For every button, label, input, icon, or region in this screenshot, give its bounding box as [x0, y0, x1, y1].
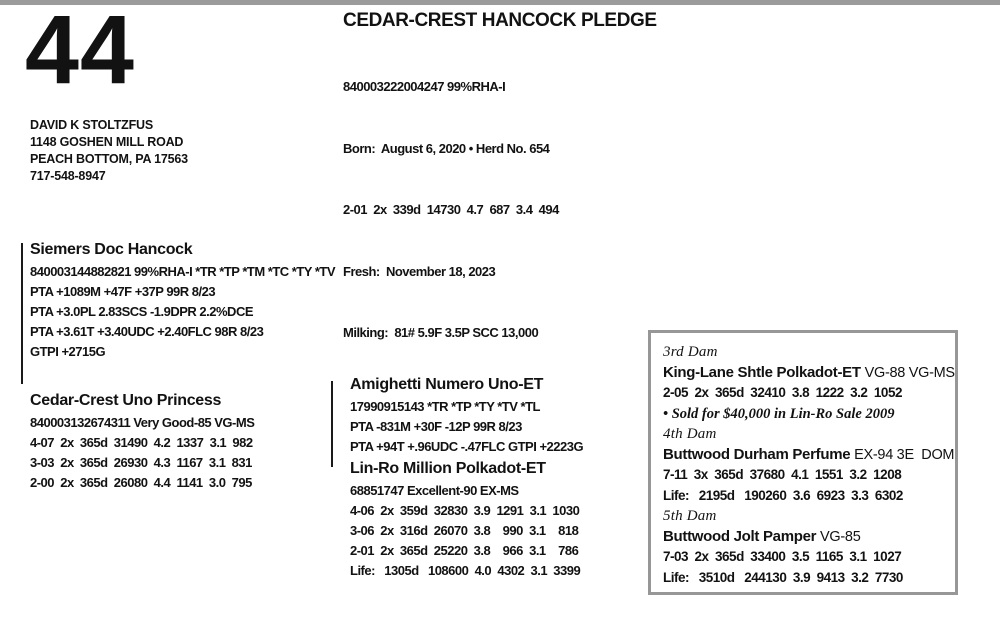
- fourth-dam-name-line: [663, 445, 955, 466]
- fifth-dam-rating: VG-85: [820, 528, 861, 545]
- fifth-dam-lactation-record: 7-03 2x 365d 33400 3.5 1165 3.1 1027: [663, 549, 902, 564]
- maternal-sire-name: Amighetti Numero Uno-ET: [350, 376, 544, 393]
- animal-details: [343, 36, 657, 385]
- third-dam-name: King-Lane Shtle Polkadot-ET: [663, 363, 861, 381]
- consignor-name: DAVID K STOLTZFUS: [30, 118, 153, 132]
- sire-pta-line: PTA +3.0PL 2.83SCS -1.9DPR 2.2%DCE: [30, 304, 253, 319]
- consignor-block: [30, 117, 188, 185]
- dam-generation-label: 5th Dam: [663, 508, 717, 524]
- fourth-dam-lactation-record: 7-11 3x 365d 37680 4.1 1551 3.2 1208: [663, 467, 902, 482]
- second-dam-name: Lin-Ro Million Polkadot-ET: [350, 460, 546, 477]
- sale-note: • Sold for $40,000 in Lin-Ro Sale 2009: [663, 405, 895, 422]
- animal-record-line: 2-01 2x 339d 14730 4.7 687 3.4 494: [343, 202, 559, 217]
- fourth-dam-rating: EX-94 3E DOM: [854, 446, 955, 463]
- dam-lactation-record: 4-07 2x 365d 31490 4.2 1337 3.1 982: [30, 435, 253, 450]
- animal-header: [343, 9, 657, 385]
- third-dam-lactation-record: 2-05 2x 365d 32410 3.8 1222 3.2 1052: [663, 385, 902, 400]
- dam-generation-label: 4th Dam: [663, 426, 717, 442]
- second-dam-lactation-record: 3-06 2x 316d 26070 3.8 990 3.1 818: [350, 523, 579, 538]
- maternal-sire-pta-line: PTA +94T +.96UDC -.47FLC GTPI +2223G: [350, 439, 584, 454]
- lot-number: 44: [25, 0, 135, 104]
- animal-fresh-line: Fresh: November 18, 2023: [343, 263, 496, 279]
- page-top-rule: [0, 0, 1000, 5]
- dam-generation-label: 3rd Dam: [663, 344, 718, 360]
- second-dam-id-line: 68851747 Excellent-90 EX-MS: [350, 483, 519, 498]
- sire-pta-line: PTA +3.61T +3.40UDC +2.40FLC 98R 8/23: [30, 324, 264, 339]
- third-dam-rating: VG-88 VG-MS: [864, 364, 955, 381]
- second-dam-lactation-record: 2-01 2x 365d 25220 3.8 966 3.1 786: [350, 543, 579, 558]
- fifth-dam-name-line: [663, 527, 949, 548]
- consignor-phone: 717-548-8947: [30, 169, 106, 183]
- animal-name: CEDAR-CREST HANCOCK PLEDGE: [343, 10, 657, 31]
- sire-id-line: 840003144882821 99%RHA-I *TR *TP *TM *TC *TY *TV: [30, 264, 336, 279]
- sire-pta-line: PTA +1089M +47F +37P 99R 8/23: [30, 284, 216, 299]
- dam-name: Cedar-Crest Uno Princess: [30, 392, 222, 409]
- fourth-dam-name: Buttwood Durham Perfume: [663, 445, 851, 463]
- ancestor-dams-box: [648, 330, 958, 595]
- dam-block: [30, 389, 254, 493]
- third-dam-name-line: [663, 363, 955, 384]
- animal-id-line: 840003222004247 99%RHA-I: [343, 79, 506, 94]
- dam-lactation-record: 3-03 2x 365d 26930 4.3 1167 3.1 831: [30, 455, 252, 470]
- animal-milking-line: Milking: 81# 5.9F 3.5P SCC 13,000: [343, 325, 539, 340]
- animal-born-line: Born: August 6, 2020 • Herd No. 654: [343, 140, 550, 156]
- fourth-dam-lifetime-record: Life: 2195d 190260 3.6 6923 3.3 6302: [663, 487, 903, 503]
- fifth-dam-lifetime-record: Life: 3510d 244130 3.9 9413 3.2 7730: [663, 569, 903, 585]
- fifth-dam-name: Buttwood Jolt Pamper: [663, 527, 817, 545]
- sire-block: [30, 238, 335, 362]
- dam-lactation-record: 2-00 2x 365d 26080 4.4 1141 3.0 795: [30, 475, 252, 490]
- second-dam-lifetime-record: Life: 1305d 108600 4.0 4302 3.1 3399: [350, 563, 581, 578]
- consignor-address-1: 1148 GOSHEN MILL ROAD: [30, 135, 184, 149]
- sire-pedigree-bracket: [21, 243, 23, 384]
- sire-gtpi-line: GTPI +2715G: [30, 344, 106, 359]
- sire-name: Siemers Doc Hancock: [30, 241, 193, 258]
- maternal-sire-id-line: 17990915143 *TR *TP *TY *TV *TL: [350, 399, 540, 414]
- maternal-pedigree-bracket: [331, 381, 333, 467]
- maternal-line-block: [350, 373, 583, 581]
- dam-id-line: 840003132674311 Very Good-85 VG-MS: [30, 415, 255, 430]
- maternal-sire-pta-line: PTA -831M +30F -12P 99R 8/23: [350, 419, 522, 434]
- consignor-address-2: PEACH BOTTOM, PA 17563: [30, 152, 188, 166]
- second-dam-lactation-record: 4-06 2x 359d 32830 3.9 1291 3.1 1030: [350, 503, 580, 518]
